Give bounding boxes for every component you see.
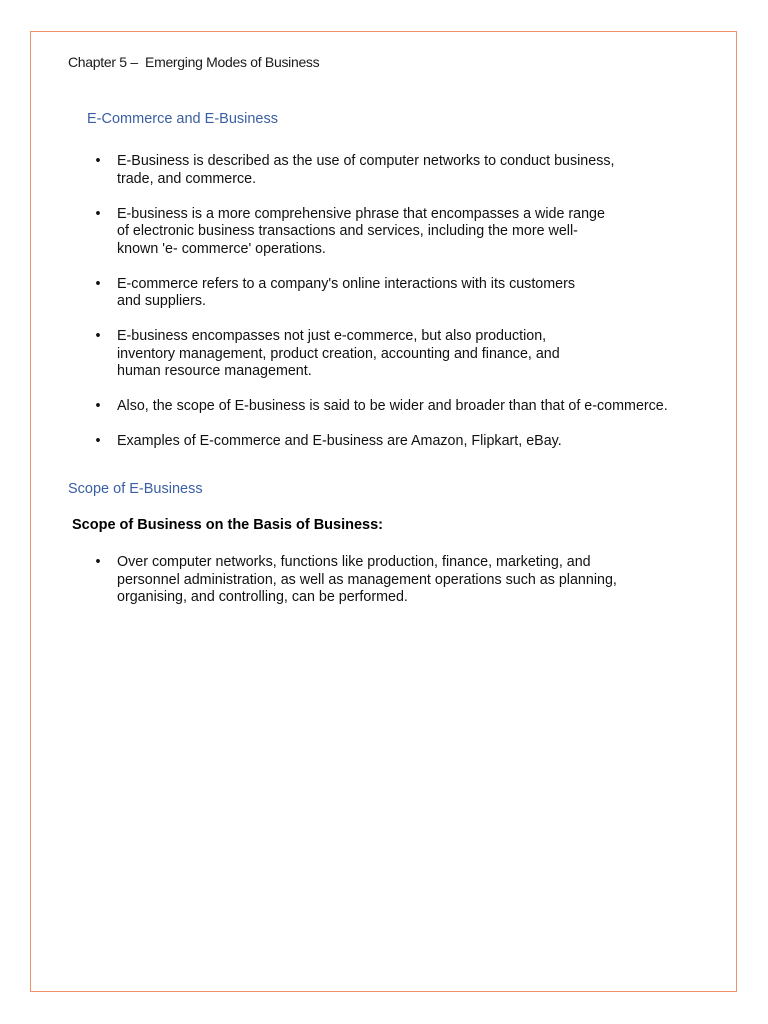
bullet-text-line: Over computer networks, functions like production, finance, marketing, and bbox=[117, 554, 591, 570]
bullet-text-line: E-business is a more comprehensive phrase that encompasses a wide range bbox=[117, 205, 605, 222]
list-item bbox=[93, 554, 693, 607]
bullet-icon: • bbox=[95, 328, 101, 344]
subheading-scope-basis: Scope of Business on the Basis of Business: bbox=[72, 517, 384, 533]
list-item bbox=[93, 206, 713, 259]
chapter-title: Chapter 5 – Emerging Modes of Business bbox=[68, 54, 320, 70]
bullet-text-line: trade, and commerce. bbox=[117, 170, 257, 187]
bullet-text-line: Examples of E-commerce and E-business are Amazon, Flipkart, eBay. bbox=[117, 433, 562, 449]
section-heading-scope: Scope of E-Business bbox=[68, 481, 203, 497]
list-item bbox=[93, 153, 713, 188]
bullet-text-line: inventory management, product creation, accounting and finance, and bbox=[117, 345, 560, 362]
bullet-icon: • bbox=[95, 205, 101, 222]
bullet-text-line: known 'e- commerce' operations. bbox=[117, 240, 326, 257]
bullet-text-line: E-Business is described as the use of computer networks to conduct business, bbox=[117, 153, 615, 169]
bullet-text-line: human resource management. bbox=[117, 363, 312, 379]
bullet-text-line: Also, the scope of E-business is said to be wider and broader than that of e-commerce. bbox=[117, 398, 668, 414]
scope-bullet-list bbox=[93, 554, 693, 607]
bullet-icon: • bbox=[95, 398, 101, 414]
bullet-text-line: of electronic business transactions and services, including the more well- bbox=[117, 223, 578, 239]
bullet-icon: • bbox=[95, 554, 101, 570]
bullet-text-line: personnel administration, as well as management operations such as planning, bbox=[117, 571, 617, 588]
bullet-icon: • bbox=[95, 433, 101, 449]
section-heading-ecommerce: E-Commerce and E-Business bbox=[87, 111, 278, 127]
bullet-text-line: E-commerce refers to a company's online interactions with its customers bbox=[117, 275, 576, 292]
bullet-icon: • bbox=[95, 275, 101, 292]
bullet-text-line: E-business encompasses not just e-commerce, but also production, bbox=[117, 328, 547, 344]
list-item bbox=[93, 433, 713, 451]
list-item bbox=[93, 276, 713, 311]
bullet-icon: • bbox=[95, 153, 101, 169]
ecommerce-bullet-list bbox=[93, 153, 713, 468]
bullet-text-line: organising, and controlling, can be performed. bbox=[117, 589, 408, 605]
list-item bbox=[93, 398, 713, 416]
list-item bbox=[93, 328, 713, 381]
bullet-text-line: and suppliers. bbox=[117, 293, 207, 309]
